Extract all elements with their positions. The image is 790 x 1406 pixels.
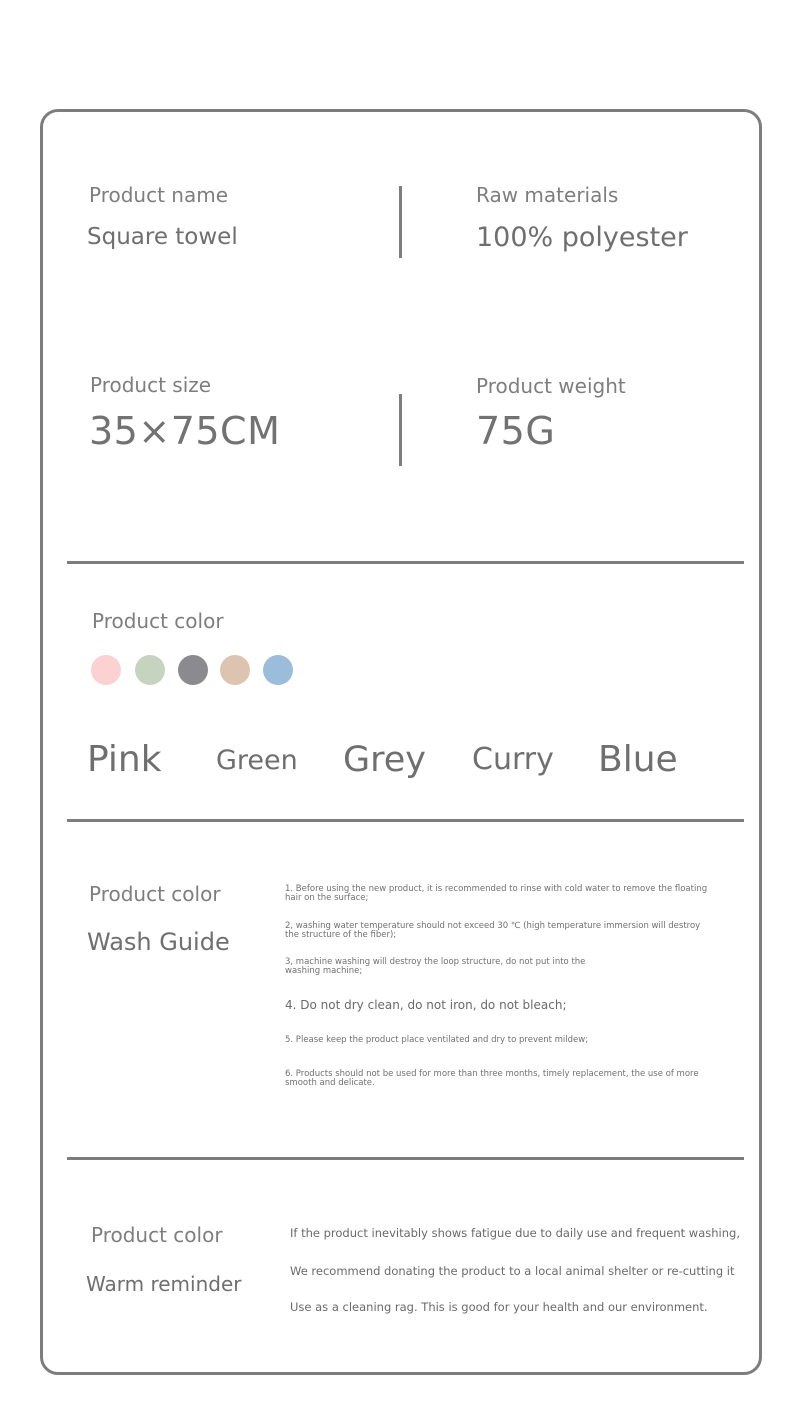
color-name-green: Green <box>216 745 298 776</box>
product-name-label: Product name <box>89 183 229 207</box>
wash-step-3: 3, machine washing will destroy the loop structure, do not put into the washing machine; <box>285 957 586 976</box>
warm-reminder-title: Warm reminder <box>86 1272 242 1296</box>
product-weight-value: 75G <box>476 409 556 453</box>
swatch-pink <box>91 655 121 685</box>
raw-materials-value: 100% polyester <box>476 222 688 253</box>
wash-step-4: 4. Do not dry clean, do not iron, do not bleach; <box>285 998 567 1012</box>
raw-materials-label: Raw materials <box>476 183 619 207</box>
wash-section-label: Product color <box>89 882 221 906</box>
product-weight-label: Product weight <box>476 374 626 398</box>
reminder-line-3: Use as a cleaning rag. This is good for your health and our environment. <box>290 1300 708 1314</box>
wash-step-2: 2, washing water temperature should not exceed 30 ℃ (high temperature immersion will destroy the structure of the fiber); <box>285 921 701 940</box>
reminder-section-label: Product color <box>91 1223 223 1247</box>
color-name-curry: Curry <box>472 742 554 777</box>
wash-step-6: 6. Products should not be used for more than three months, timely replacement, the use of more smooth and delicate. <box>285 1069 699 1088</box>
vertical-divider <box>399 394 402 466</box>
reminder-line-1: If the product inevitably shows fatigue due to daily use and frequent washing, <box>290 1226 740 1240</box>
swatch-blue <box>263 655 293 685</box>
wash-step-1: 1. Before using the new product, it is recommended to rinse with cold water to remove the floating hair on the surface; <box>285 884 708 903</box>
vertical-divider <box>399 186 402 258</box>
product-color-label: Product color <box>92 609 224 633</box>
product-size-value: 35×75CM <box>89 409 281 453</box>
reminder-line-2: We recommend donating the product to a local animal shelter or re-cutting it <box>290 1264 735 1278</box>
section-divider <box>67 1157 744 1160</box>
color-name-pink: Pink <box>87 739 162 780</box>
product-size-label: Product size <box>90 373 212 397</box>
swatch-curry <box>220 655 250 685</box>
color-name-blue: Blue <box>598 739 678 780</box>
product-name-value: Square towel <box>87 224 238 250</box>
wash-guide-title: Wash Guide <box>87 928 230 956</box>
swatch-grey <box>178 655 208 685</box>
swatch-green <box>135 655 165 685</box>
section-divider <box>67 819 744 822</box>
wash-step-5: 5. Please keep the product place ventilated and dry to prevent mildew; <box>285 1035 589 1045</box>
section-divider <box>67 561 744 564</box>
color-name-grey: Grey <box>343 740 426 780</box>
